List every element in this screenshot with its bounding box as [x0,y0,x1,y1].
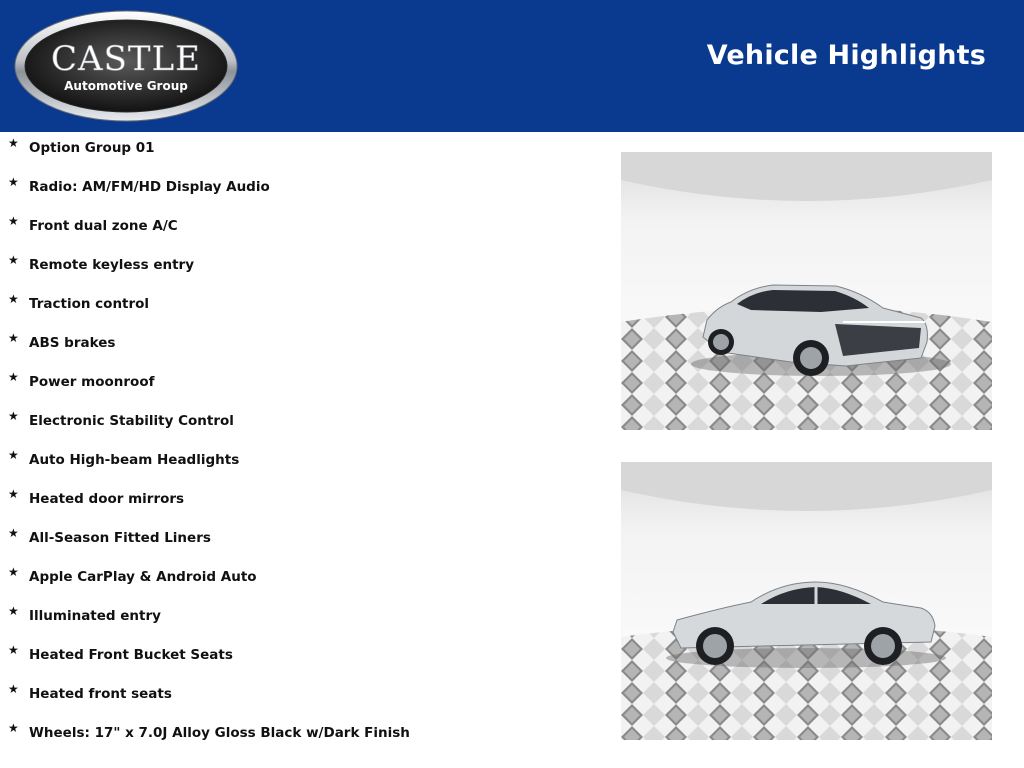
feature-label: Wheels: 17" x 7.0J Alloy Gloss Black w/Dark Finish [29,725,410,741]
feature-label: Auto High-beam Headlights [29,452,240,468]
star-bullet-icon: ★ [8,721,19,735]
feature-item [0,641,600,680]
feature-label: Heated Front Bucket Seats [29,647,233,663]
star-bullet-icon: ★ [8,136,19,150]
feature-label: Electronic Stability Control [29,413,234,429]
castle-logo[interactable] [14,10,238,122]
star-bullet-icon: ★ [8,643,19,657]
feature-label: Illuminated entry [29,608,161,624]
feature-item [0,407,600,446]
star-bullet-icon: ★ [8,253,19,267]
feature-label: ABS brakes [29,335,116,351]
star-bullet-icon: ★ [8,448,19,462]
page-title: Vehicle Highlights [706,40,986,71]
vehicle-photo-side [621,462,992,740]
star-bullet-icon: ★ [8,331,19,345]
feature-item [0,368,600,407]
feature-item [0,719,600,758]
header-banner [0,0,1024,132]
feature-list [0,134,600,758]
feature-label: Power moonroof [29,374,155,390]
feature-label: Heated door mirrors [29,491,185,507]
feature-label: All-Season Fitted Liners [29,530,211,546]
feature-item [0,212,600,251]
star-bullet-icon: ★ [8,292,19,306]
feature-item [0,485,600,524]
star-bullet-icon: ★ [8,487,19,501]
feature-label: Apple CarPlay & Android Auto [29,569,257,585]
logo-subtitle: Automotive Group [64,79,188,93]
feature-label: Front dual zone A/C [29,218,178,234]
feature-label: Traction control [29,296,150,312]
feature-label: Radio: AM/FM/HD Display Audio [29,179,270,195]
star-bullet-icon: ★ [8,175,19,189]
feature-label: Heated front seats [29,686,172,702]
feature-item [0,329,600,368]
feature-item [0,446,600,485]
logo-wordmark: CASTLE [51,39,201,79]
star-bullet-icon: ★ [8,565,19,579]
star-bullet-icon: ★ [8,682,19,696]
vehicle-photo-front [621,152,992,430]
feature-item [0,563,600,602]
feature-item [0,290,600,329]
star-bullet-icon: ★ [8,370,19,384]
feature-label: Option Group 01 [29,140,155,156]
star-bullet-icon: ★ [8,214,19,228]
feature-item [0,680,600,719]
star-bullet-icon: ★ [8,526,19,540]
feature-item [0,602,600,641]
star-bullet-icon: ★ [8,409,19,423]
feature-item [0,173,600,212]
feature-item [0,251,600,290]
logo-badge [14,10,238,122]
star-bullet-icon: ★ [8,604,19,618]
feature-label: Remote keyless entry [29,257,195,273]
feature-item [0,524,600,563]
feature-item [0,134,600,173]
